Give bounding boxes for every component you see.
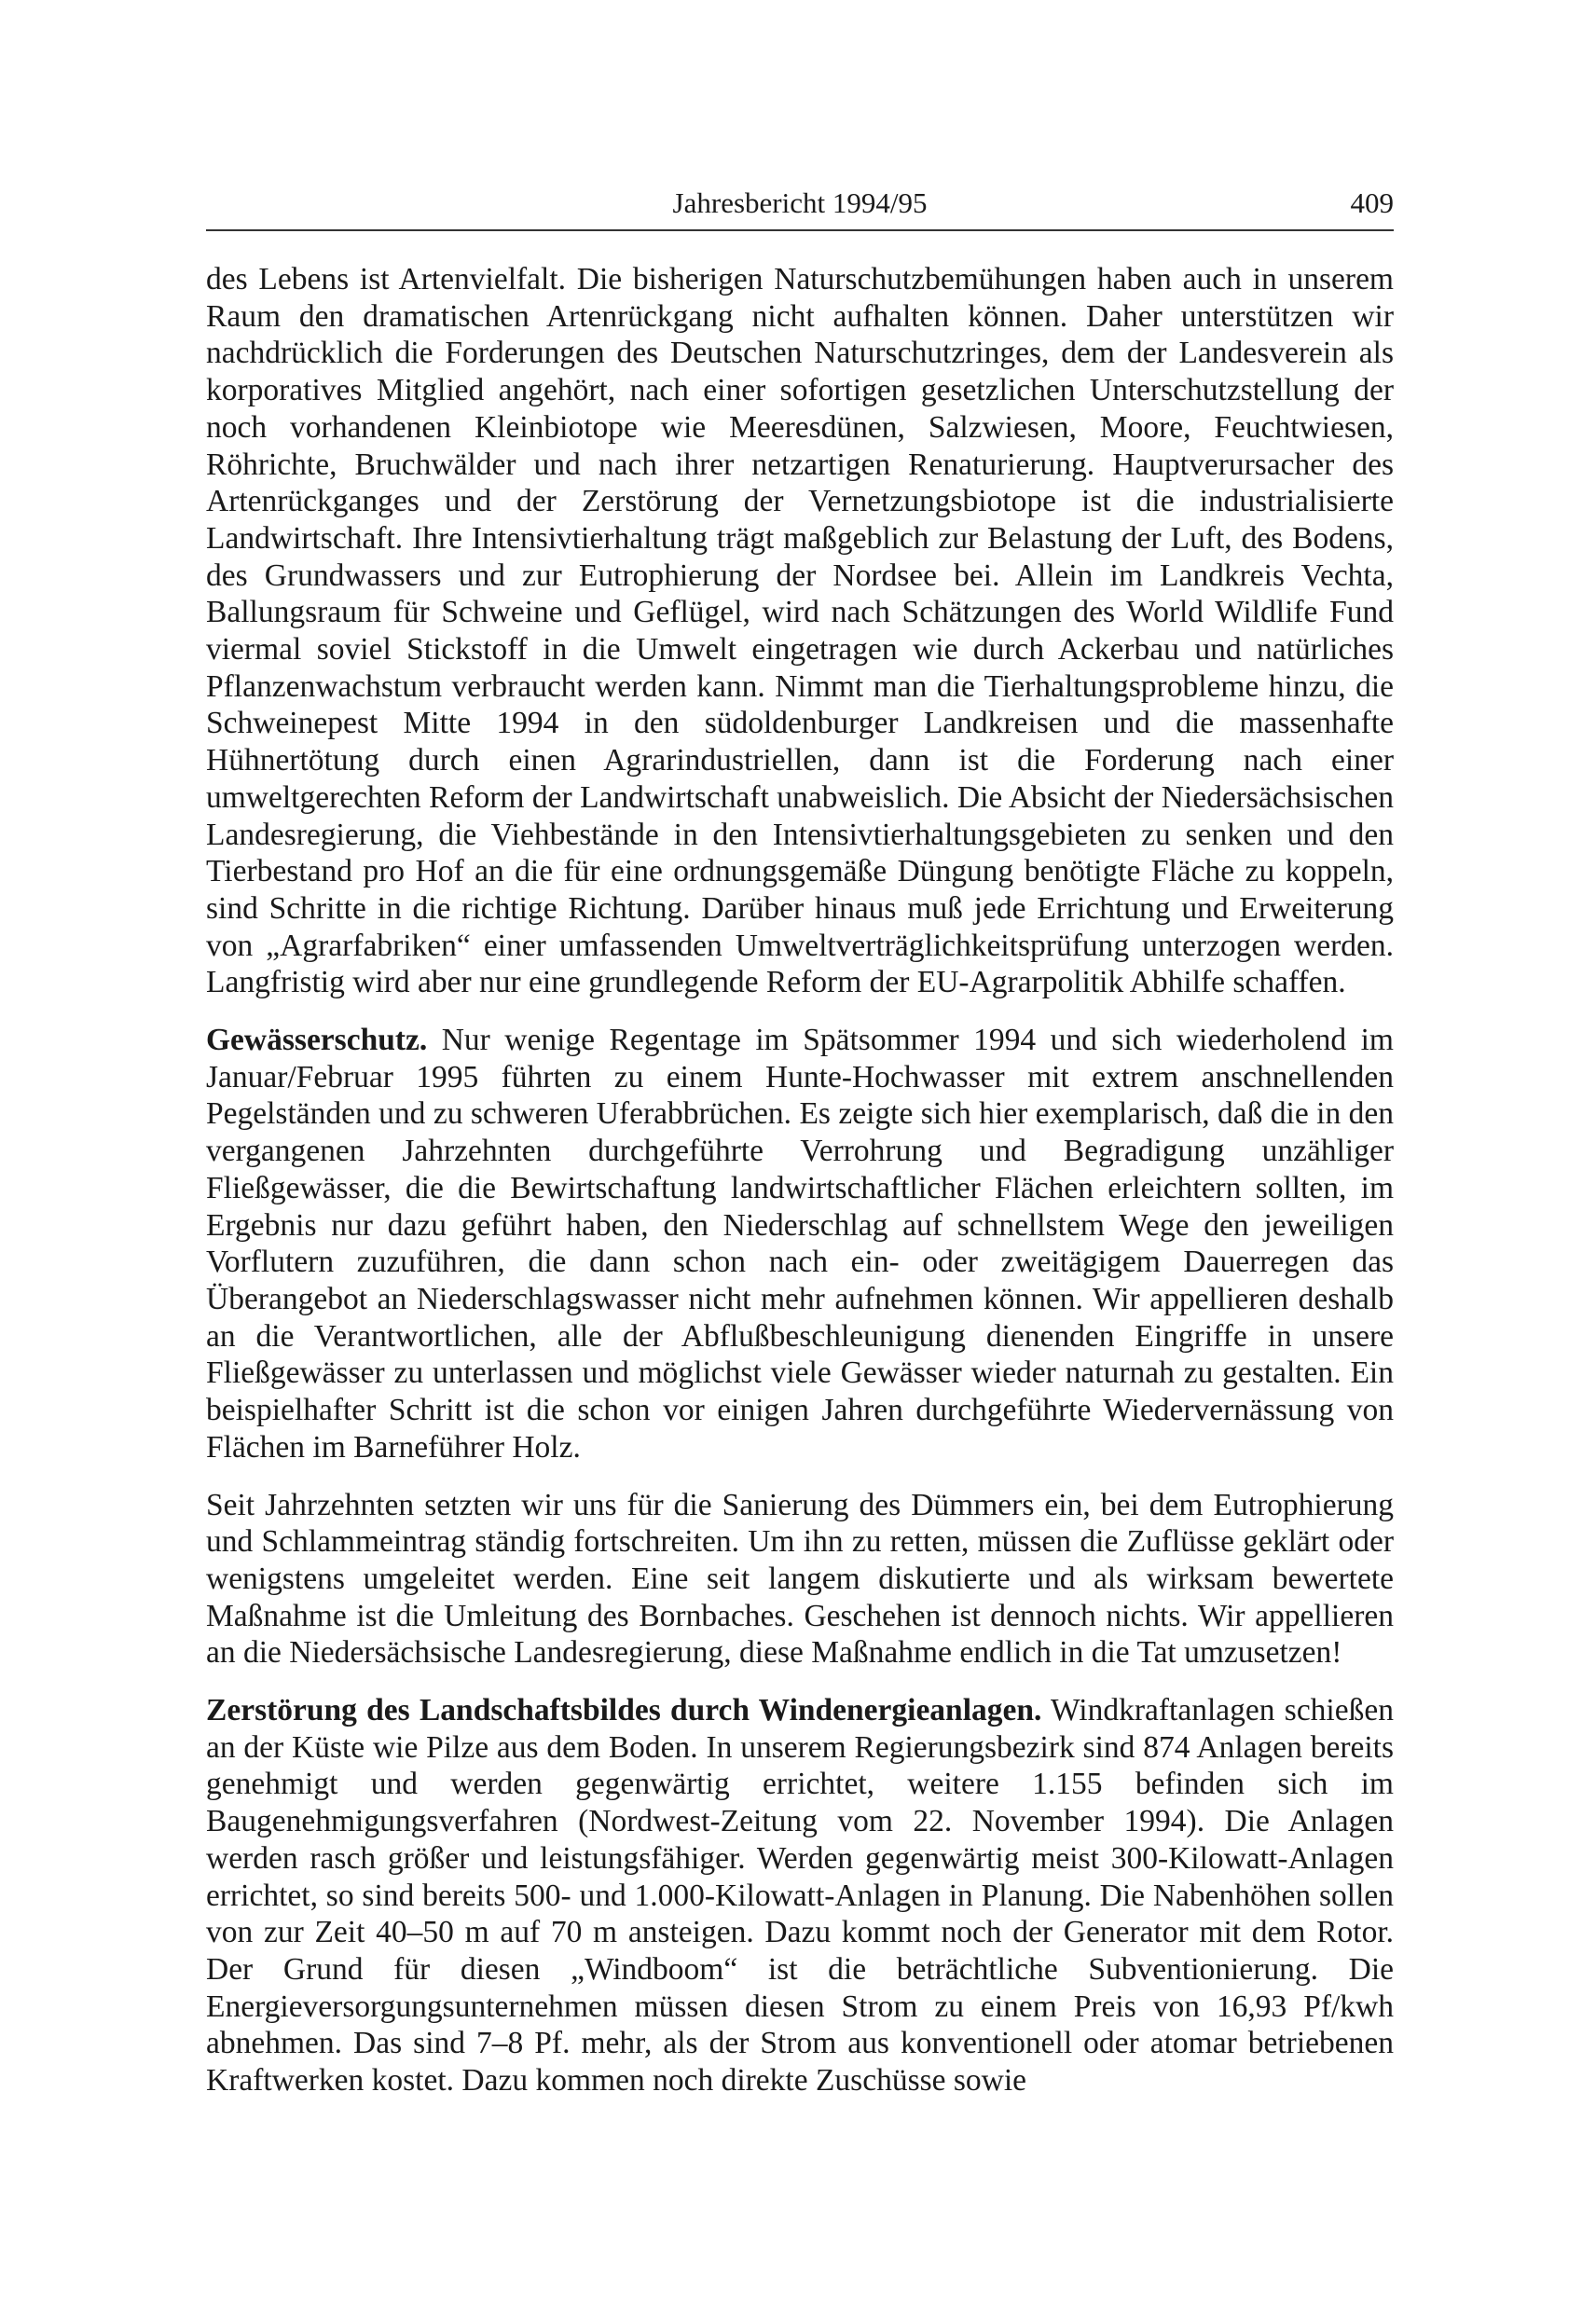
paragraph-windenergie (206, 1692, 1394, 2099)
running-title: Jahresbericht 1994/95 (672, 186, 928, 219)
document-page (206, 183, 1394, 2099)
body-text (206, 261, 1394, 2099)
section-heading-gewaesserschutz: Gewässerschutz. (206, 1023, 428, 1058)
paragraph-text: Windkraftanlagen schießen an der Küste wie Pilze aus dem Boden. In unserem Regierungsbezirk sind 874 Anlagen bereits genehmigt und werden gegenwärtig errichtet, weitere 1.155 befinden sich im Baugenehmigungsverfahren (Nordwest-Zeitung vom 22. November 1994). Die Anlagen werden rasch größer und leistungsfähiger. Werden gegenwärtig meist 300-Kilowatt-Anlagen errichtet, so sind bereits 500- und 1.000-Kilowatt-Anlagen in Planung. Die Nabenhöhen sollen von zur Zeit 40–50 m auf 70 m ansteigen. Dazu kommt noch der Generator mit dem Rotor. Der Grund für diesen „Windboom“ ist die beträchtliche Subventionierung. Die Energieversorgungsunternehmen müssen diesen Strom zu einem Preis von 16,93 Pf/kwh abnehmen. Das sind 7–8 Pf. mehr, als der Strom aus konventionell oder atomar betriebenen Kraftwerken kostet. Dazu kommen noch direkte Zuschüsse sowie (206, 1693, 1394, 2099)
paragraph-artenvielfalt (206, 261, 1394, 1001)
page-number: 409 (1350, 186, 1394, 219)
paragraph-text: des Lebens ist Artenvielfalt. Die bisherigen Naturschutzbemühungen haben auch in unserem Raum den dramatischen Artenrückgang nicht aufhalten können. Daher unterstützen wir nachdrücklich die Forderungen des Deutschen Naturschutzringes, dem der Landesverein als korporatives Mitglied angehört, nach einer sofortigen gesetzlichen Unterschutzstellung der noch vorhandenen Kleinbiotope wie Meeresdünen, Salzwiesen, Moore, Feuchtwiesen, Röhrichte, Bruchwälder und nach ihrer netzartigen Renaturierung. Hauptverursacher des Artenrückganges und der Zerstörung der Vernetzungsbiotope ist die industrialisierte Landwirtschaft. Ihre Intensivtierhaltung trägt maßgeblich zur Belastung der Luft, des Bodens, des Grundwassers und zur Eutrophierung der Nordsee bei. Allein im Landkreis Vechta, Ballungsraum für Schweine und Geflügel, wird nach Schätzungen des World Wildlife Fund viermal soviel Stickstoff in die Umwelt eingetragen wie durch Ackerbau und natürliches Pflanzenwachstum verbraucht werden kann. Nimmt man die Tierhaltungsprobleme hinzu, die Schweinepest Mitte 1994 in den südoldenburger Landkreisen und die massenhafte Hühnertötung durch einen Agrarindustriellen, dann ist die Forderung nach einer umweltgerechten Reform der Landwirtschaft unabweislich. Die Absicht der Niedersächsischen Landesregierung, die Viehbestände in den Intensivtierhaltungsgebieten zu senken und den Tierbestand pro Hof an die für eine ordnungsgemäße Düngung benötigte Fläche zu koppeln, sind Schritte in die richtige Richtung. Darüber hinaus muß jede Errichtung und Erweiterung von „Agrarfabriken“ einer umfassenden Umweltverträglichkeitsprüfung unterzogen werden. Langfristig wird aber nur eine grundlegende Reform der EU-Agrarpolitik Abhilfe schaffen. (206, 262, 1394, 1000)
paragraph-gewaesserschutz (206, 1022, 1394, 1466)
section-heading-windenergie: Zerstörung des Landschaftsbildes durch Windenergieanlagen. (206, 1693, 1042, 1728)
paragraph-duemmer (206, 1487, 1394, 1672)
paragraph-text: Seit Jahrzehnten setzten wir uns für die Sanierung des Dümmers ein, bei dem Eutrophierung und Schlammeintrag ständig fortschreiten. Um ihn zu retten, müssen die Zuflüsse geklärt oder wenigstens umgeleitet werden. Eine seit langem diskutierte und als wirksam bewertete Maßnahme ist die Umleitung des Bornbaches. Geschehen ist dennoch nichts. Wir appellieren an die Niedersächsische Landesregierung, diese Maßnahme endlich in die Tat umzusetzen! (206, 1487, 1394, 1671)
running-header (206, 183, 1394, 231)
paragraph-text: Nur wenige Regentage im Spätsommer 1994 und sich wiederholend im Januar/Februar 1995 führten zu einem Hunte-Hochwasser mit extrem anschnellenden Pegelständen und zu schweren Uferabbrüchen. Es zeigte sich hier exemplarisch, daß die in den vergangenen Jahrzehnten durchgeführte Verrohrung und Begradigung unzähliger Fließgewässer, die die Bewirtschaftung landwirtschaftlicher Flächen erleichtern sollten, im Ergebnis nur dazu geführt haben, den Niederschlag auf schnellstem Wege den jeweiligen Vorflutern zuzuführen, die dann schon nach ein- oder zweitägigem Dauerregen das Überangebot an Niederschlagswasser nicht mehr aufnehmen können. Wir appellieren deshalb an die Verantwortlichen, alle der Abflußbeschleunigung dienenden Eingriffe in unsere Fließgewässer zu unterlassen und möglichst viele Gewässer wieder naturnah zu gestalten. Ein beispielhafter Schritt ist die schon vor einigen Jahren durchgeführte Wiedervernässung von Flächen im Barneführer Holz. (206, 1023, 1394, 1465)
